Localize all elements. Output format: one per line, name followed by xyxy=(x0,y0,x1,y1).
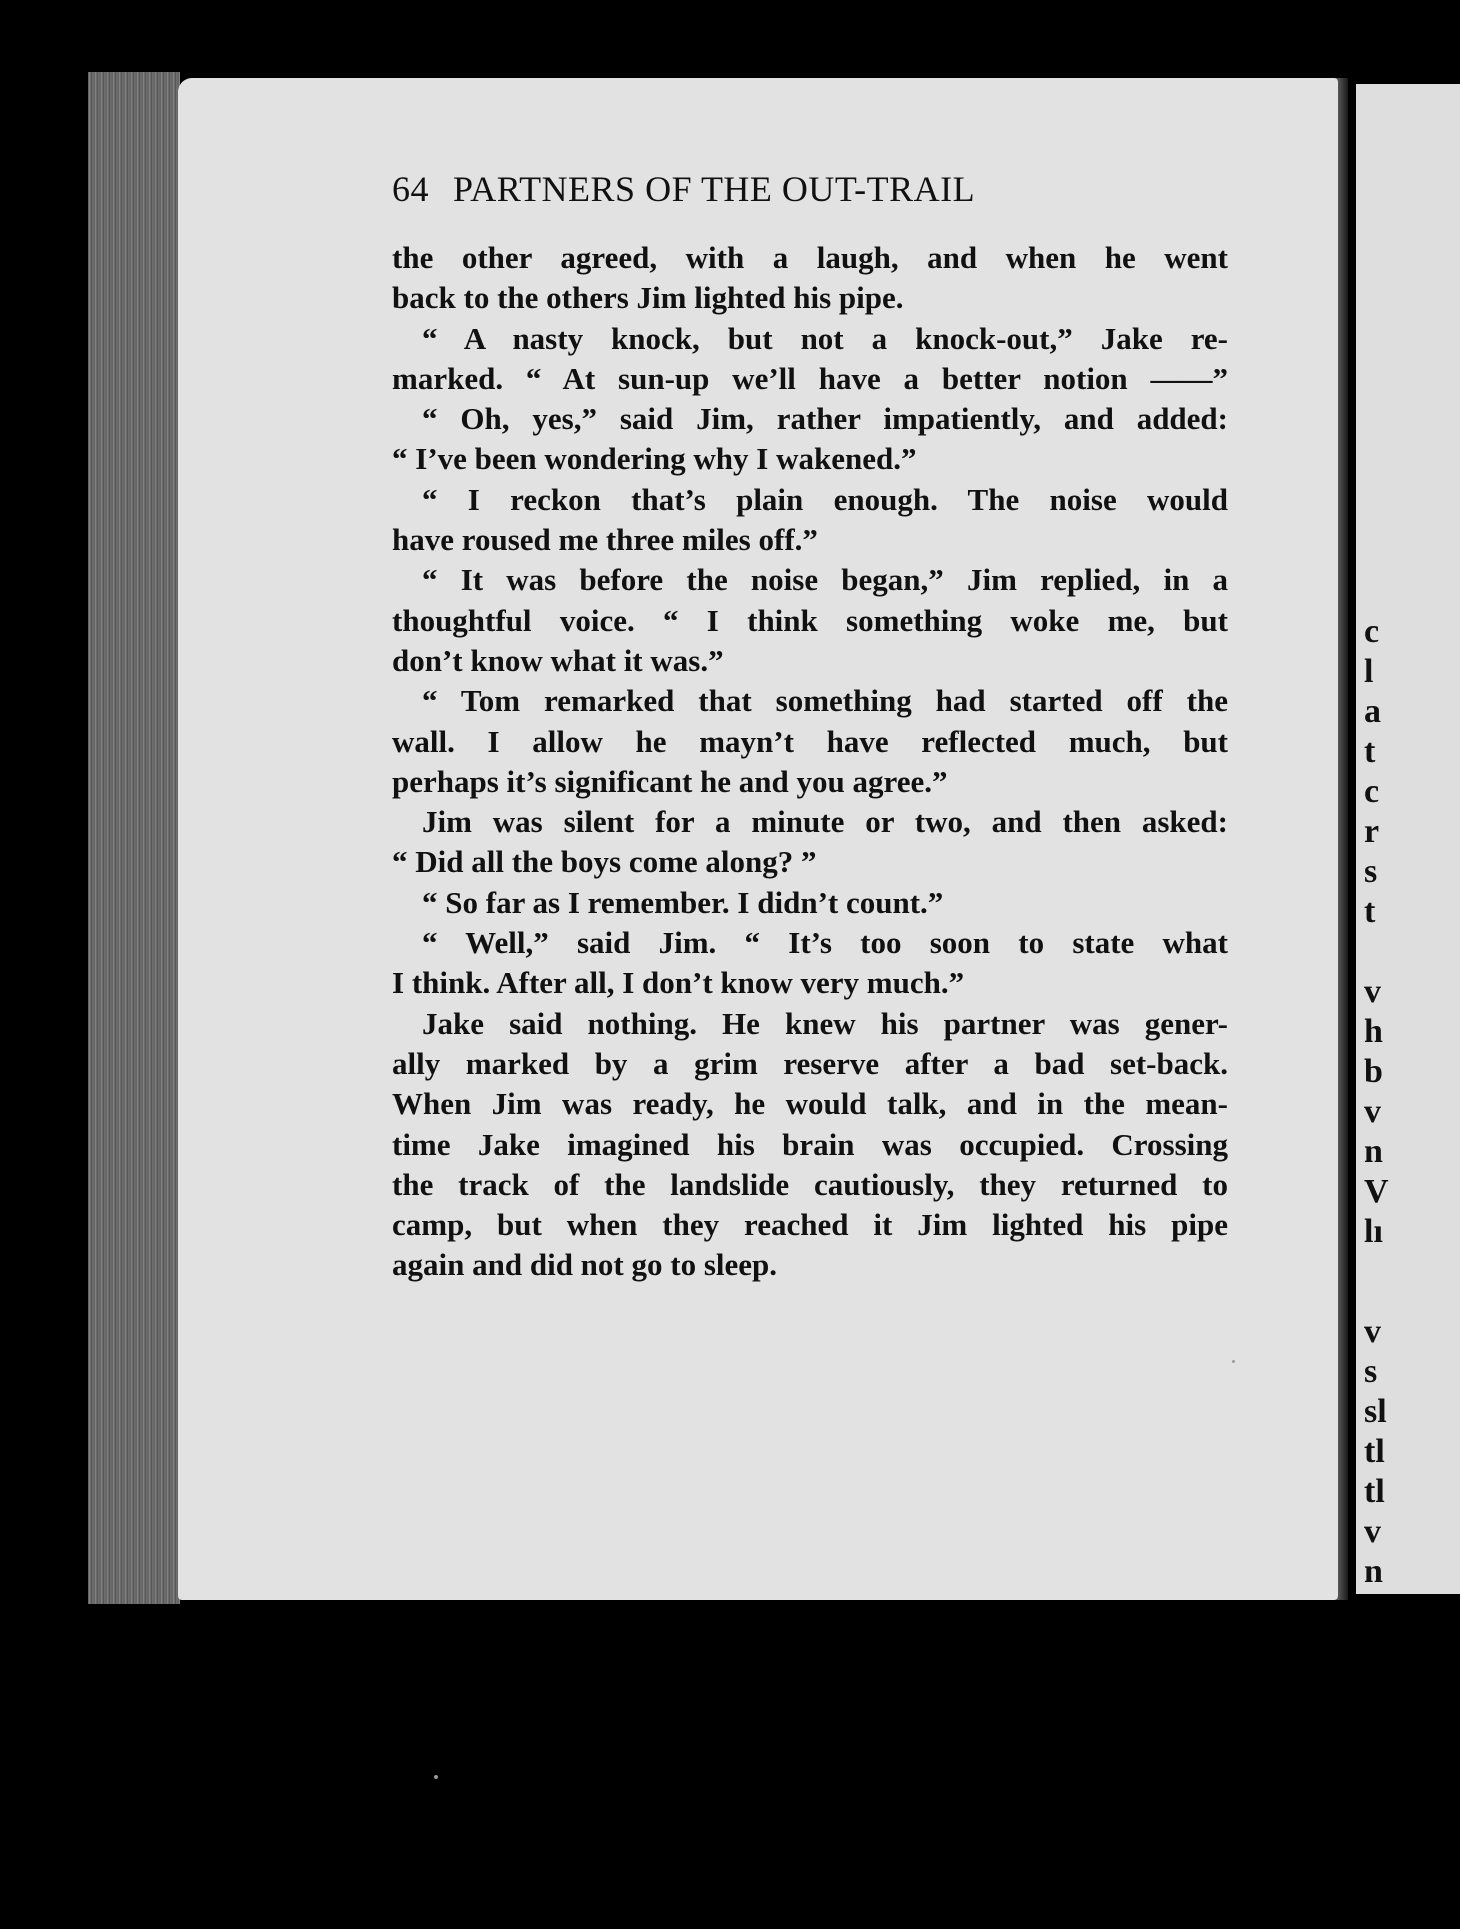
facing-page-fragment: v xyxy=(1364,973,1381,1010)
facing-page-fragment: h xyxy=(1364,1013,1383,1050)
text-line: “ I’ve been wondering why I wakened.” xyxy=(392,441,917,477)
text-line: thoughtful voice. “ I think something woke me, but xyxy=(392,602,1228,638)
facing-page-fragment: b xyxy=(1364,1053,1383,1090)
text-line: “ Oh, yes,” said Jim, rather impatiently, and added: xyxy=(422,401,1228,437)
paper-speck xyxy=(1232,1360,1235,1363)
text-line: time Jake imagined his brain was occupied. Crossing xyxy=(392,1126,1228,1162)
facing-page-fragment: n xyxy=(1364,1133,1383,1170)
text-line: “ I reckon that’s plain enough. The noise would xyxy=(422,481,1228,517)
facing-page-fragment: sl xyxy=(1364,1393,1387,1430)
text-line: Jim was silent for a minute or two, and then asked: xyxy=(422,804,1228,840)
text-line: wall. I allow he mayn’t have reflected much, but xyxy=(392,723,1228,759)
text-line: perhaps it’s significant he and you agree.” xyxy=(392,763,948,799)
page-number: 64 xyxy=(392,169,429,209)
facing-page-fragment: s xyxy=(1364,853,1378,890)
text-line: the other agreed, with a laugh, and when he went xyxy=(392,240,1228,275)
text-line: don’t know what it was.” xyxy=(392,642,724,678)
facing-page-fragment: n xyxy=(1364,1553,1383,1590)
text-line: Jake said nothing. He knew his partner was gener- xyxy=(422,1005,1228,1041)
facing-page-fragment: v xyxy=(1364,1513,1381,1550)
text-line: When Jim was ready, he would talk, and in the mean- xyxy=(392,1086,1228,1122)
facing-page-fragment: s xyxy=(1364,1353,1378,1390)
text-line: I think. After all, I don’t know very much.” xyxy=(392,965,965,1001)
facing-page xyxy=(1356,84,1460,1594)
paper-speck xyxy=(434,1775,438,1779)
text-line: the track of the landslide cautiously, they returned to xyxy=(392,1166,1228,1202)
facing-page-fragment: v xyxy=(1364,1093,1381,1130)
facing-page-fragment: lı xyxy=(1364,1213,1383,1250)
text-line: “ It was before the noise began,” Jim replied, in a xyxy=(422,562,1228,598)
facing-page-fragment: t xyxy=(1364,893,1376,930)
facing-page-fragment: l xyxy=(1364,653,1374,690)
text-line: “ Did all the boys come along? ” xyxy=(392,844,817,880)
body-text xyxy=(392,238,1228,1286)
book-spine-edge xyxy=(88,72,180,1604)
facing-page-fragment: v xyxy=(1364,1313,1381,1350)
text-line: have roused me three miles off.” xyxy=(392,522,818,558)
text-line: “ Tom remarked that something had started off the xyxy=(422,683,1228,719)
running-title: PARTNERS OF THE OUT-TRAIL xyxy=(453,169,976,209)
text-line: camp, but when they reached it Jim lighted his pipe xyxy=(392,1207,1228,1243)
facing-page-fragment: c xyxy=(1364,613,1380,650)
facing-page-fragment: t xyxy=(1364,733,1376,770)
facing-page-fragment: c xyxy=(1364,773,1380,810)
text-line: ally marked by a grim reserve after a bad set-back. xyxy=(392,1045,1228,1081)
text-line: marked. “ At sun-up we’ll have a better notion ——” xyxy=(392,360,1228,396)
text-line: “ Well,” said Jim. “ It’s too soon to state what xyxy=(422,925,1228,961)
facing-page-fragment: V xyxy=(1364,1173,1389,1210)
facing-page-fragment: tl xyxy=(1364,1433,1385,1470)
facing-page-fragment: r xyxy=(1364,813,1380,850)
text-line: again and did not go to sleep. xyxy=(392,1247,778,1283)
facing-page-fragment: a xyxy=(1364,693,1381,730)
text-line: back to the others Jim lighted his pipe. xyxy=(392,280,904,316)
facing-page-fragment: tl xyxy=(1364,1473,1385,1510)
running-head xyxy=(392,168,1132,210)
text-line: “ A nasty knock, but not a knock-out,” Jake re- xyxy=(422,320,1228,356)
text-line: “ So far as I remember. I didn’t count.” xyxy=(422,884,944,920)
